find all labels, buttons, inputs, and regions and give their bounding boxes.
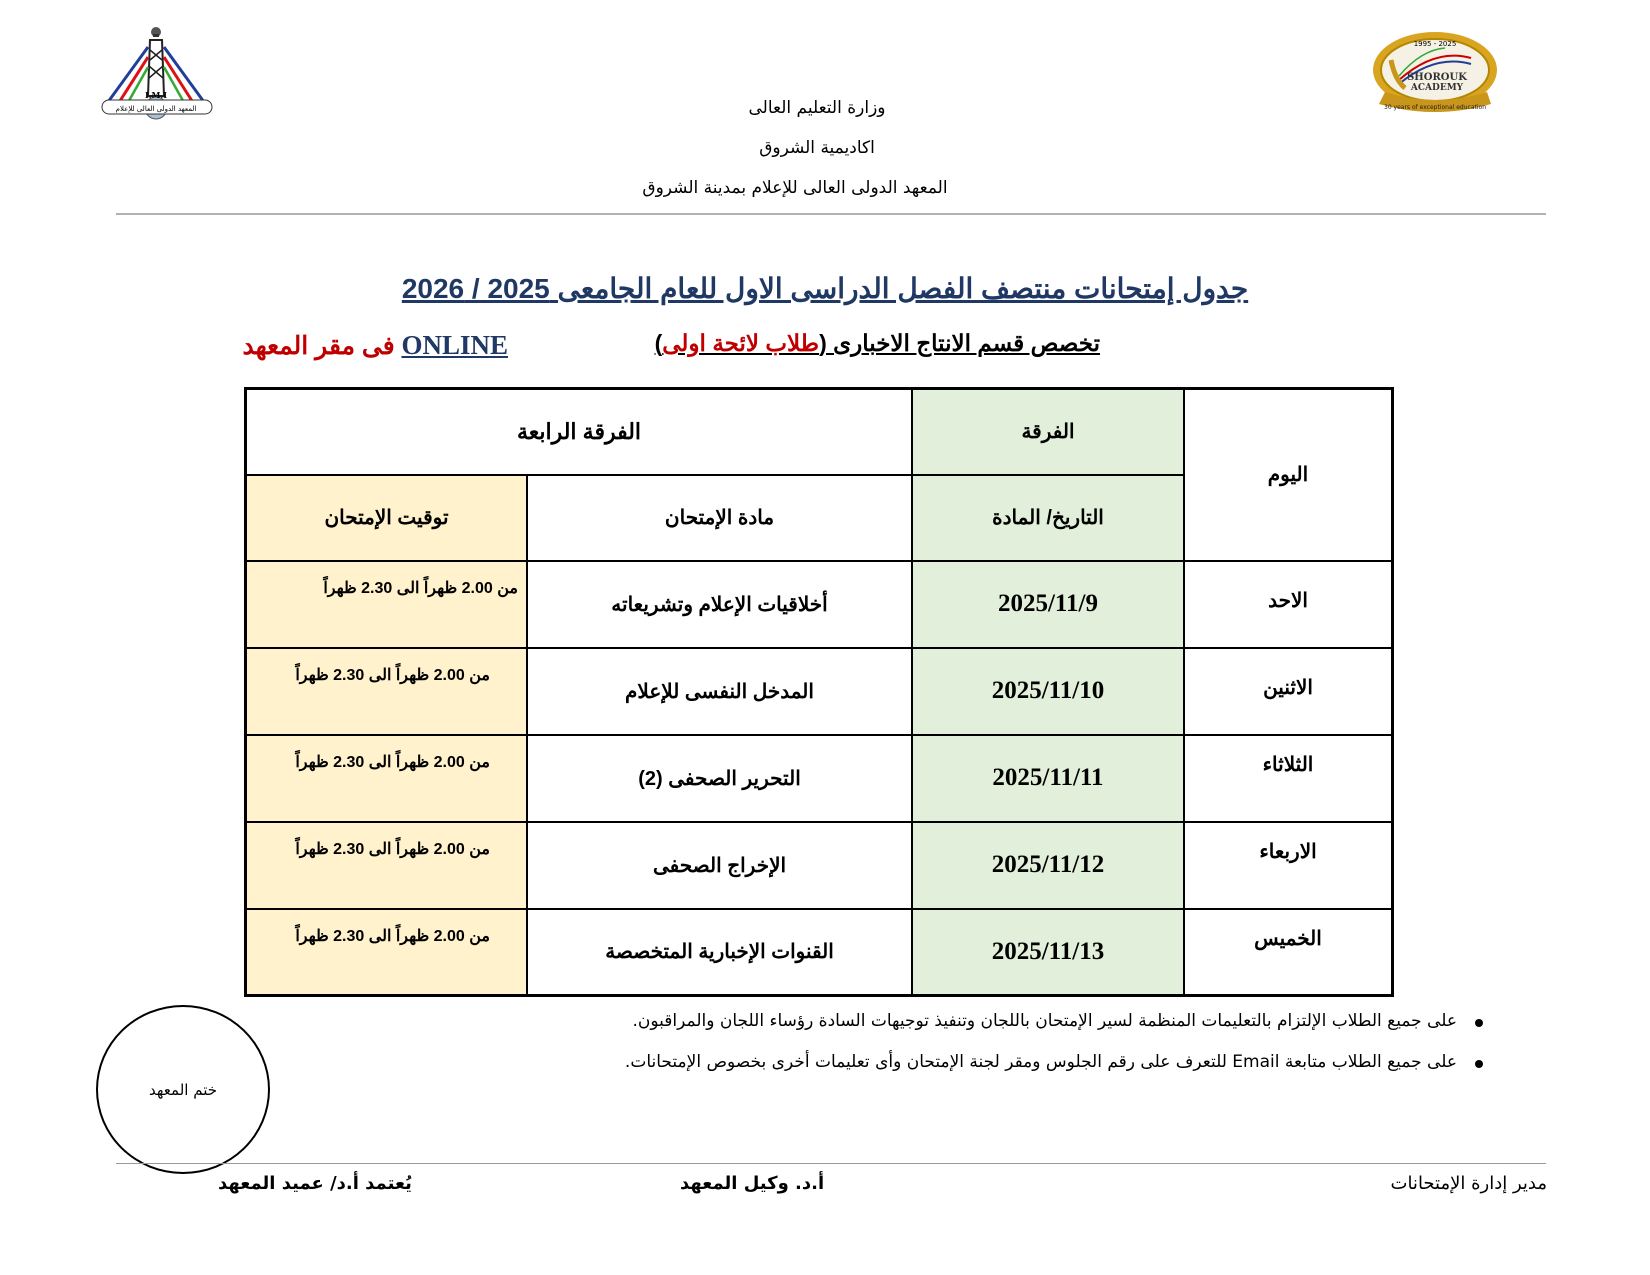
header-divider: [116, 213, 1546, 215]
logo-name2: ACADEMY: [1410, 83, 1464, 93]
table-row: [246, 909, 1393, 996]
page-title: [0, 272, 1650, 305]
ministry-name: وزارة التعليم العالى: [748, 98, 886, 118]
institute-name: المعهد الدولى العالى للإعلام بمدينة الشروق: [642, 178, 948, 198]
row-date: 2025/11/10: [912, 648, 1184, 735]
dean-signature: يُعتمد أ.د/ عميد المعهد: [218, 1173, 412, 1194]
instruction-item: على جميع الطلاب الإلتزام بالتعليمات المنظمة لسير الإمتحان باللجان وتنفيذ توجيهات السادة رؤساء اللجان والمراقبون.: [480, 1011, 1457, 1031]
row-time: من 2.00 ظهراً الى 2.30 ظهراً: [246, 561, 528, 648]
logo-tagline: 30 years of exceptional education: [1384, 104, 1486, 111]
row-subject: أخلاقيات الإعلام وتشريعاته: [527, 561, 912, 648]
exam-schedule-table: [244, 387, 1394, 997]
row-date: 2025/11/13: [912, 909, 1184, 996]
row-subject: التحرير الصحفى (2): [527, 735, 912, 822]
institute-stamp-placeholder: [96, 1005, 270, 1174]
logo-letters: I.M.I: [145, 90, 167, 100]
row-subject: الإخراج الصحفى: [527, 822, 912, 909]
day-header: اليوم: [1184, 389, 1393, 561]
row-time: من 2.00 ظهراً الى 2.30 ظهراً: [246, 648, 528, 735]
table-row: [246, 561, 1393, 648]
row-time: من 2.00 ظهراً الى 2.30 ظهراً: [246, 735, 528, 822]
level-header: الفرقة: [912, 389, 1184, 475]
table-row: [246, 735, 1393, 822]
row-subject: المدخل النفسى للإعلام: [527, 648, 912, 735]
subject-header: مادة الإمتحان: [527, 475, 912, 561]
row-day: الاربعاء: [1184, 822, 1393, 909]
stamp-label: ختم المعهد: [149, 1080, 217, 1099]
exams-manager-signature: مدير إدارة الإمتحانات: [1390, 1173, 1547, 1194]
level-value: الفرقة الرابعة: [246, 389, 913, 475]
subtitle-students: طلاب لائحة اولى: [662, 330, 820, 356]
exam-mode: [208, 330, 508, 361]
row-subject: القنوات الإخبارية المتخصصة: [527, 909, 912, 996]
subtitle-prefix: تخصص قسم الانتاج الاخبارى (: [819, 330, 1100, 356]
date-header: التاريخ/ المادة: [912, 475, 1184, 561]
department-subtitle: [580, 330, 1100, 357]
instructions: [480, 1011, 1475, 1093]
logo-name1: SHOROUK: [1407, 72, 1467, 83]
time-header: توقيت الإمتحان: [246, 475, 528, 561]
logo-text: المعهد الدولى العالى للإعلام: [115, 105, 197, 113]
subtitle-suffix: ): [654, 330, 663, 356]
online-label: ONLINE: [401, 330, 508, 360]
row-time: من 2.00 ظهراً الى 2.30 ظهراً: [246, 909, 528, 996]
footer-divider: [116, 1163, 1546, 1164]
instruction-item: على جميع الطلاب متابعة Email للتعرف على رقم الجلوس ومقر لجنة الإمتحان وأى تعليمات أخرى بخصوص الإمتحانات.: [480, 1052, 1457, 1072]
table-row: [246, 648, 1393, 735]
row-day: الخميس: [1184, 909, 1393, 996]
table-row: [246, 822, 1393, 909]
row-date: 2025/11/12: [912, 822, 1184, 909]
page-title-text: جدول إمتحانات منتصف الفصل الدراسى الاول للعام الجامعى 2025 / 2026: [401, 273, 1249, 304]
row-day: الاثنين: [1184, 648, 1393, 735]
academy-name: اكاديمية الشروق: [759, 138, 875, 158]
row-time: من 2.00 ظهراً الى 2.30 ظهراً: [246, 822, 528, 909]
logo-years: 1995 - 2025: [1413, 40, 1457, 48]
row-day: الاحد: [1184, 561, 1393, 648]
row-date: 2025/11/9: [912, 561, 1184, 648]
row-day: الثلاثاء: [1184, 735, 1393, 822]
row-date: 2025/11/11: [912, 735, 1184, 822]
place-label: فى مقر المعهد: [242, 332, 395, 360]
vice-dean-signature: أ.د. وكيل المعهد: [680, 1173, 825, 1194]
